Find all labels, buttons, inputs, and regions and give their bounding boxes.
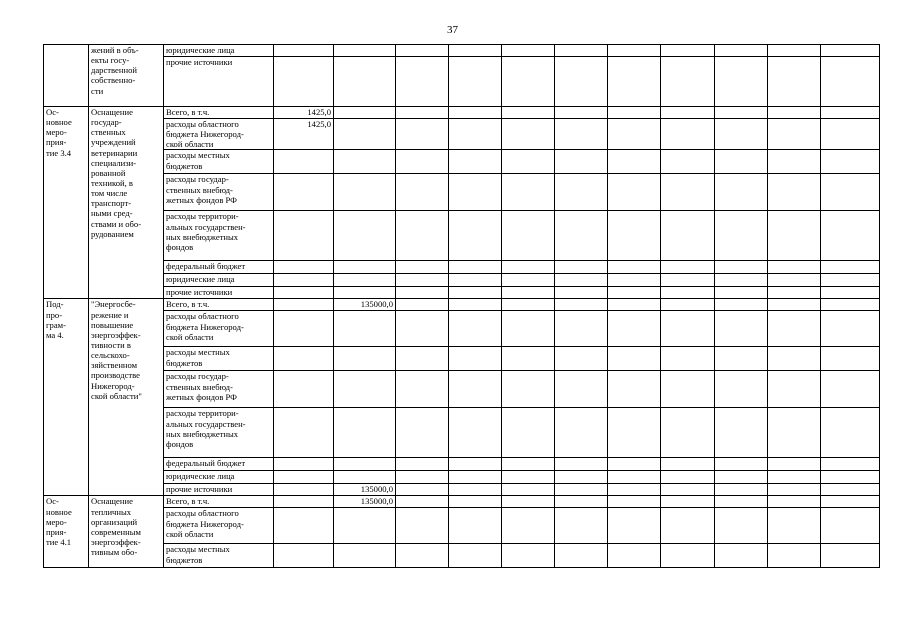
year-amount-cell <box>608 458 661 471</box>
year-amount-cell <box>715 508 768 544</box>
year-amount-cell <box>396 211 449 261</box>
year-amount-cell <box>396 544 449 568</box>
year-amount-cell <box>334 261 396 274</box>
year-amount-cell <box>608 408 661 458</box>
table-row <box>44 508 880 544</box>
year-amount-cell <box>555 150 608 174</box>
year-amount-cell <box>821 107 880 119</box>
year-amount-cell <box>821 299 880 311</box>
year-amount-cell <box>396 347 449 371</box>
year-amount-cell <box>449 57 502 107</box>
year-amount-cell <box>396 484 449 496</box>
year-amount-cell <box>396 107 449 119</box>
year-amount-cell <box>821 174 880 211</box>
total-amount-cell <box>274 311 334 347</box>
funding-source-cell: расходы местных бюджетов <box>164 150 274 174</box>
year-amount-cell <box>715 287 768 299</box>
year-amount-cell <box>449 261 502 274</box>
year-amount-cell <box>661 287 715 299</box>
table-row <box>44 311 880 347</box>
year-amount-cell <box>821 211 880 261</box>
year-amount-cell <box>555 347 608 371</box>
total-amount-cell <box>274 484 334 496</box>
funding-source-cell: прочие источники <box>164 57 274 107</box>
table-row <box>44 471 880 484</box>
year-amount-cell <box>768 174 821 211</box>
year-amount-cell <box>661 371 715 408</box>
year-amount-cell <box>661 311 715 347</box>
year-amount-cell <box>449 287 502 299</box>
year-amount-cell <box>502 408 555 458</box>
year-amount-cell <box>821 287 880 299</box>
year-amount-cell <box>715 45 768 57</box>
year-amount-cell <box>821 544 880 568</box>
year-amount-cell <box>449 107 502 119</box>
year-amount-cell <box>449 45 502 57</box>
year-amount-cell <box>768 57 821 107</box>
year-amount-cell <box>449 299 502 311</box>
funding-source-cell: прочие источники <box>164 287 274 299</box>
year-amount-cell <box>608 119 661 150</box>
year-amount-cell <box>715 274 768 287</box>
year-amount-cell <box>334 371 396 408</box>
year-amount-cell <box>608 261 661 274</box>
year-amount-cell <box>555 107 608 119</box>
year-amount-cell <box>715 119 768 150</box>
program-code-cell: Под- про- грам- ма 4. <box>44 299 89 496</box>
year-amount-cell <box>334 471 396 484</box>
funding-source-cell: федеральный бюджет <box>164 261 274 274</box>
year-amount-cell <box>334 347 396 371</box>
year-amount-cell <box>555 508 608 544</box>
total-amount-cell <box>274 408 334 458</box>
year-amount-cell <box>555 496 608 508</box>
year-amount-cell <box>502 261 555 274</box>
year-amount-cell <box>661 544 715 568</box>
total-amount-cell <box>274 211 334 261</box>
year-amount-cell <box>396 299 449 311</box>
funding-source-cell: юридические лица <box>164 45 274 57</box>
year-amount-cell <box>608 347 661 371</box>
year-amount-cell <box>661 496 715 508</box>
table-row <box>44 174 880 211</box>
year-amount-cell <box>821 261 880 274</box>
year-amount-cell <box>334 508 396 544</box>
year-amount-cell <box>396 496 449 508</box>
year-amount-cell <box>449 119 502 150</box>
table-row <box>44 347 880 371</box>
year-amount-cell <box>608 57 661 107</box>
total-amount-cell <box>274 544 334 568</box>
year-amount-cell <box>396 508 449 544</box>
funding-source-cell: юридические лица <box>164 274 274 287</box>
total-amount-cell <box>274 471 334 484</box>
year-amount-cell <box>661 119 715 150</box>
total-amount-cell <box>274 274 334 287</box>
year-amount-cell <box>396 261 449 274</box>
year-amount-cell <box>502 174 555 211</box>
funding-source-cell: расходы областного бюджета Нижегород- ской области <box>164 311 274 347</box>
year-amount-cell <box>715 150 768 174</box>
year-amount-cell <box>821 458 880 471</box>
year-amount-cell <box>502 107 555 119</box>
year-amount-cell <box>821 508 880 544</box>
year-amount-cell <box>555 408 608 458</box>
total-amount-cell <box>274 287 334 299</box>
year-amount-cell <box>715 299 768 311</box>
year-amount-cell <box>396 458 449 471</box>
year-amount-cell <box>821 119 880 150</box>
year-amount-cell <box>661 57 715 107</box>
year-amount-cell <box>768 458 821 471</box>
total-amount-cell <box>274 508 334 544</box>
year-amount-cell <box>608 508 661 544</box>
year-amount-cell <box>768 261 821 274</box>
year-amount-cell: 135000,0 <box>334 299 396 311</box>
year-amount-cell <box>502 458 555 471</box>
year-amount-cell <box>334 458 396 471</box>
year-amount-cell <box>715 261 768 274</box>
year-amount-cell <box>768 311 821 347</box>
year-amount-cell <box>661 458 715 471</box>
year-amount-cell <box>661 45 715 57</box>
total-amount-cell <box>274 371 334 408</box>
year-amount-cell <box>502 150 555 174</box>
year-amount-cell <box>821 408 880 458</box>
year-amount-cell <box>821 347 880 371</box>
year-amount-cell <box>768 347 821 371</box>
table-row <box>44 299 880 311</box>
year-amount-cell <box>449 458 502 471</box>
year-amount-cell <box>661 471 715 484</box>
year-amount-cell: 135000,0 <box>334 484 396 496</box>
year-amount-cell <box>502 211 555 261</box>
year-amount-cell <box>555 174 608 211</box>
year-amount-cell <box>608 287 661 299</box>
year-amount-cell <box>821 57 880 107</box>
funding-source-cell: расходы территори- альных государствен- ных внебюджетных фондов <box>164 211 274 261</box>
table-row <box>44 261 880 274</box>
year-amount-cell <box>661 299 715 311</box>
year-amount-cell <box>334 119 396 150</box>
total-amount-cell <box>274 45 334 57</box>
table-row <box>44 45 880 57</box>
year-amount-cell <box>555 119 608 150</box>
year-amount-cell <box>608 311 661 347</box>
funding-source-cell: расходы государ- ственных внебюд- жетных фондов РФ <box>164 174 274 211</box>
year-amount-cell <box>555 274 608 287</box>
total-amount-cell <box>274 57 334 107</box>
year-amount-cell <box>715 371 768 408</box>
year-amount-cell <box>821 371 880 408</box>
year-amount-cell <box>821 274 880 287</box>
budget-table <box>43 44 880 568</box>
year-amount-cell <box>715 471 768 484</box>
total-amount-cell: 1425,0 <box>274 119 334 150</box>
year-amount-cell: 135000,0 <box>334 496 396 508</box>
year-amount-cell <box>502 508 555 544</box>
year-amount-cell <box>334 211 396 261</box>
year-amount-cell <box>449 211 502 261</box>
year-amount-cell <box>502 287 555 299</box>
year-amount-cell <box>715 107 768 119</box>
year-amount-cell <box>449 408 502 458</box>
year-amount-cell <box>768 484 821 496</box>
year-amount-cell <box>502 45 555 57</box>
year-amount-cell <box>396 274 449 287</box>
year-amount-cell <box>768 471 821 484</box>
year-amount-cell <box>608 484 661 496</box>
program-title-cell: Оснащение государ- ственных учреждений ветеринарии специализи- рованной техникой, в том числе транспорт- ными сред- ствами и обо- рудованием <box>89 107 164 299</box>
table-row <box>44 496 880 508</box>
funding-source-cell: расходы местных бюджетов <box>164 544 274 568</box>
year-amount-cell <box>502 311 555 347</box>
year-amount-cell <box>449 150 502 174</box>
year-amount-cell <box>449 174 502 211</box>
year-amount-cell <box>715 408 768 458</box>
year-amount-cell <box>715 211 768 261</box>
year-amount-cell <box>396 45 449 57</box>
table-row <box>44 57 880 107</box>
year-amount-cell <box>821 471 880 484</box>
year-amount-cell <box>821 311 880 347</box>
funding-source-cell: прочие источники <box>164 484 274 496</box>
year-amount-cell <box>768 211 821 261</box>
year-amount-cell <box>555 458 608 471</box>
year-amount-cell <box>449 508 502 544</box>
year-amount-cell <box>661 508 715 544</box>
year-amount-cell <box>768 496 821 508</box>
funding-source-cell: федеральный бюджет <box>164 458 274 471</box>
table-row <box>44 211 880 261</box>
year-amount-cell <box>715 458 768 471</box>
year-amount-cell <box>661 274 715 287</box>
year-amount-cell <box>555 471 608 484</box>
year-amount-cell <box>502 299 555 311</box>
year-amount-cell <box>449 544 502 568</box>
year-amount-cell <box>555 211 608 261</box>
total-amount-cell <box>274 496 334 508</box>
year-amount-cell <box>502 274 555 287</box>
year-amount-cell <box>661 261 715 274</box>
year-amount-cell <box>334 174 396 211</box>
year-amount-cell <box>334 57 396 107</box>
year-amount-cell <box>768 287 821 299</box>
table-row <box>44 544 880 568</box>
year-amount-cell <box>555 371 608 408</box>
year-amount-cell <box>396 174 449 211</box>
year-amount-cell <box>608 371 661 408</box>
year-amount-cell <box>715 347 768 371</box>
funding-source-cell: юридические лица <box>164 471 274 484</box>
year-amount-cell <box>821 496 880 508</box>
year-amount-cell <box>768 371 821 408</box>
year-amount-cell <box>608 150 661 174</box>
year-amount-cell <box>768 544 821 568</box>
year-amount-cell <box>334 107 396 119</box>
year-amount-cell <box>608 496 661 508</box>
year-amount-cell <box>502 119 555 150</box>
year-amount-cell <box>334 311 396 347</box>
year-amount-cell <box>555 261 608 274</box>
table-row <box>44 107 880 119</box>
year-amount-cell <box>396 371 449 408</box>
year-amount-cell <box>396 408 449 458</box>
total-amount-cell: 1425,0 <box>274 107 334 119</box>
year-amount-cell <box>449 484 502 496</box>
year-amount-cell <box>661 107 715 119</box>
year-amount-cell <box>502 496 555 508</box>
year-amount-cell <box>608 107 661 119</box>
year-amount-cell <box>555 287 608 299</box>
year-amount-cell <box>661 484 715 496</box>
table-row <box>44 371 880 408</box>
year-amount-cell <box>821 484 880 496</box>
year-amount-cell <box>334 274 396 287</box>
table-row <box>44 287 880 299</box>
total-amount-cell <box>274 150 334 174</box>
year-amount-cell <box>768 274 821 287</box>
budget-table-body <box>44 45 880 568</box>
year-amount-cell <box>334 150 396 174</box>
year-amount-cell <box>334 544 396 568</box>
year-amount-cell <box>449 471 502 484</box>
program-title-cell: Оснащение тепличных организаций современным энергоэффек- тивным обо- <box>89 496 164 568</box>
year-amount-cell <box>502 371 555 408</box>
year-amount-cell <box>768 107 821 119</box>
year-amount-cell <box>768 45 821 57</box>
table-row <box>44 408 880 458</box>
year-amount-cell <box>715 174 768 211</box>
year-amount-cell <box>555 311 608 347</box>
total-amount-cell <box>274 458 334 471</box>
year-amount-cell <box>608 174 661 211</box>
year-amount-cell <box>396 471 449 484</box>
funding-source-cell: расходы государ- ственных внебюд- жетных фондов РФ <box>164 371 274 408</box>
year-amount-cell <box>821 45 880 57</box>
year-amount-cell <box>768 119 821 150</box>
year-amount-cell <box>449 371 502 408</box>
year-amount-cell <box>449 496 502 508</box>
year-amount-cell <box>661 174 715 211</box>
year-amount-cell <box>768 508 821 544</box>
table-row <box>44 484 880 496</box>
year-amount-cell <box>555 45 608 57</box>
table-row <box>44 150 880 174</box>
year-amount-cell <box>608 45 661 57</box>
year-amount-cell <box>608 274 661 287</box>
funding-source-cell: расходы местных бюджетов <box>164 347 274 371</box>
year-amount-cell <box>396 119 449 150</box>
year-amount-cell <box>715 311 768 347</box>
funding-source-cell: Всего, в т.ч. <box>164 107 274 119</box>
year-amount-cell <box>715 544 768 568</box>
year-amount-cell <box>608 544 661 568</box>
year-amount-cell <box>449 274 502 287</box>
year-amount-cell <box>661 211 715 261</box>
page-number: 37 <box>447 24 458 36</box>
table-row <box>44 458 880 471</box>
year-amount-cell <box>608 211 661 261</box>
program-code-cell: Ос- новное меро- прия- тие 4.1 <box>44 496 89 568</box>
year-amount-cell <box>555 299 608 311</box>
table-row <box>44 274 880 287</box>
year-amount-cell <box>661 408 715 458</box>
year-amount-cell <box>396 287 449 299</box>
year-amount-cell <box>334 287 396 299</box>
year-amount-cell <box>396 150 449 174</box>
year-amount-cell <box>821 150 880 174</box>
year-amount-cell <box>715 484 768 496</box>
year-amount-cell <box>502 471 555 484</box>
total-amount-cell <box>274 261 334 274</box>
funding-source-cell: расходы территори- альных государствен- ных внебюджетных фондов <box>164 408 274 458</box>
year-amount-cell <box>502 57 555 107</box>
year-amount-cell <box>555 484 608 496</box>
year-amount-cell <box>555 544 608 568</box>
year-amount-cell <box>396 57 449 107</box>
program-code-cell: Ос- новное меро- прия- тие 3.4 <box>44 107 89 299</box>
year-amount-cell <box>661 150 715 174</box>
total-amount-cell <box>274 174 334 211</box>
program-code-cell <box>44 45 89 107</box>
funding-source-cell: Всего, в т.ч. <box>164 496 274 508</box>
program-title-cell: жений в объ- екты госу- дарственной собственно- сти <box>89 45 164 107</box>
year-amount-cell <box>502 484 555 496</box>
year-amount-cell <box>502 347 555 371</box>
year-amount-cell <box>396 311 449 347</box>
total-amount-cell <box>274 347 334 371</box>
year-amount-cell <box>608 471 661 484</box>
year-amount-cell <box>661 347 715 371</box>
year-amount-cell <box>715 57 768 107</box>
total-amount-cell <box>274 299 334 311</box>
year-amount-cell <box>768 299 821 311</box>
year-amount-cell <box>502 544 555 568</box>
year-amount-cell <box>555 57 608 107</box>
funding-source-cell: расходы областного бюджета Нижегород- ской области <box>164 508 274 544</box>
year-amount-cell <box>449 311 502 347</box>
table-row <box>44 119 880 150</box>
funding-source-cell: расходы областного бюджета Нижегород- ской области <box>164 119 274 150</box>
year-amount-cell <box>715 496 768 508</box>
year-amount-cell <box>608 299 661 311</box>
year-amount-cell <box>449 347 502 371</box>
year-amount-cell <box>334 408 396 458</box>
year-amount-cell <box>334 45 396 57</box>
year-amount-cell <box>768 408 821 458</box>
funding-source-cell: Всего, в т.ч. <box>164 299 274 311</box>
year-amount-cell <box>768 150 821 174</box>
program-title-cell: "Энергосбе- режение и повышение энергоэффек- тивности в сельскохо- зяйственном производстве Нижегород- ской области" <box>89 299 164 496</box>
